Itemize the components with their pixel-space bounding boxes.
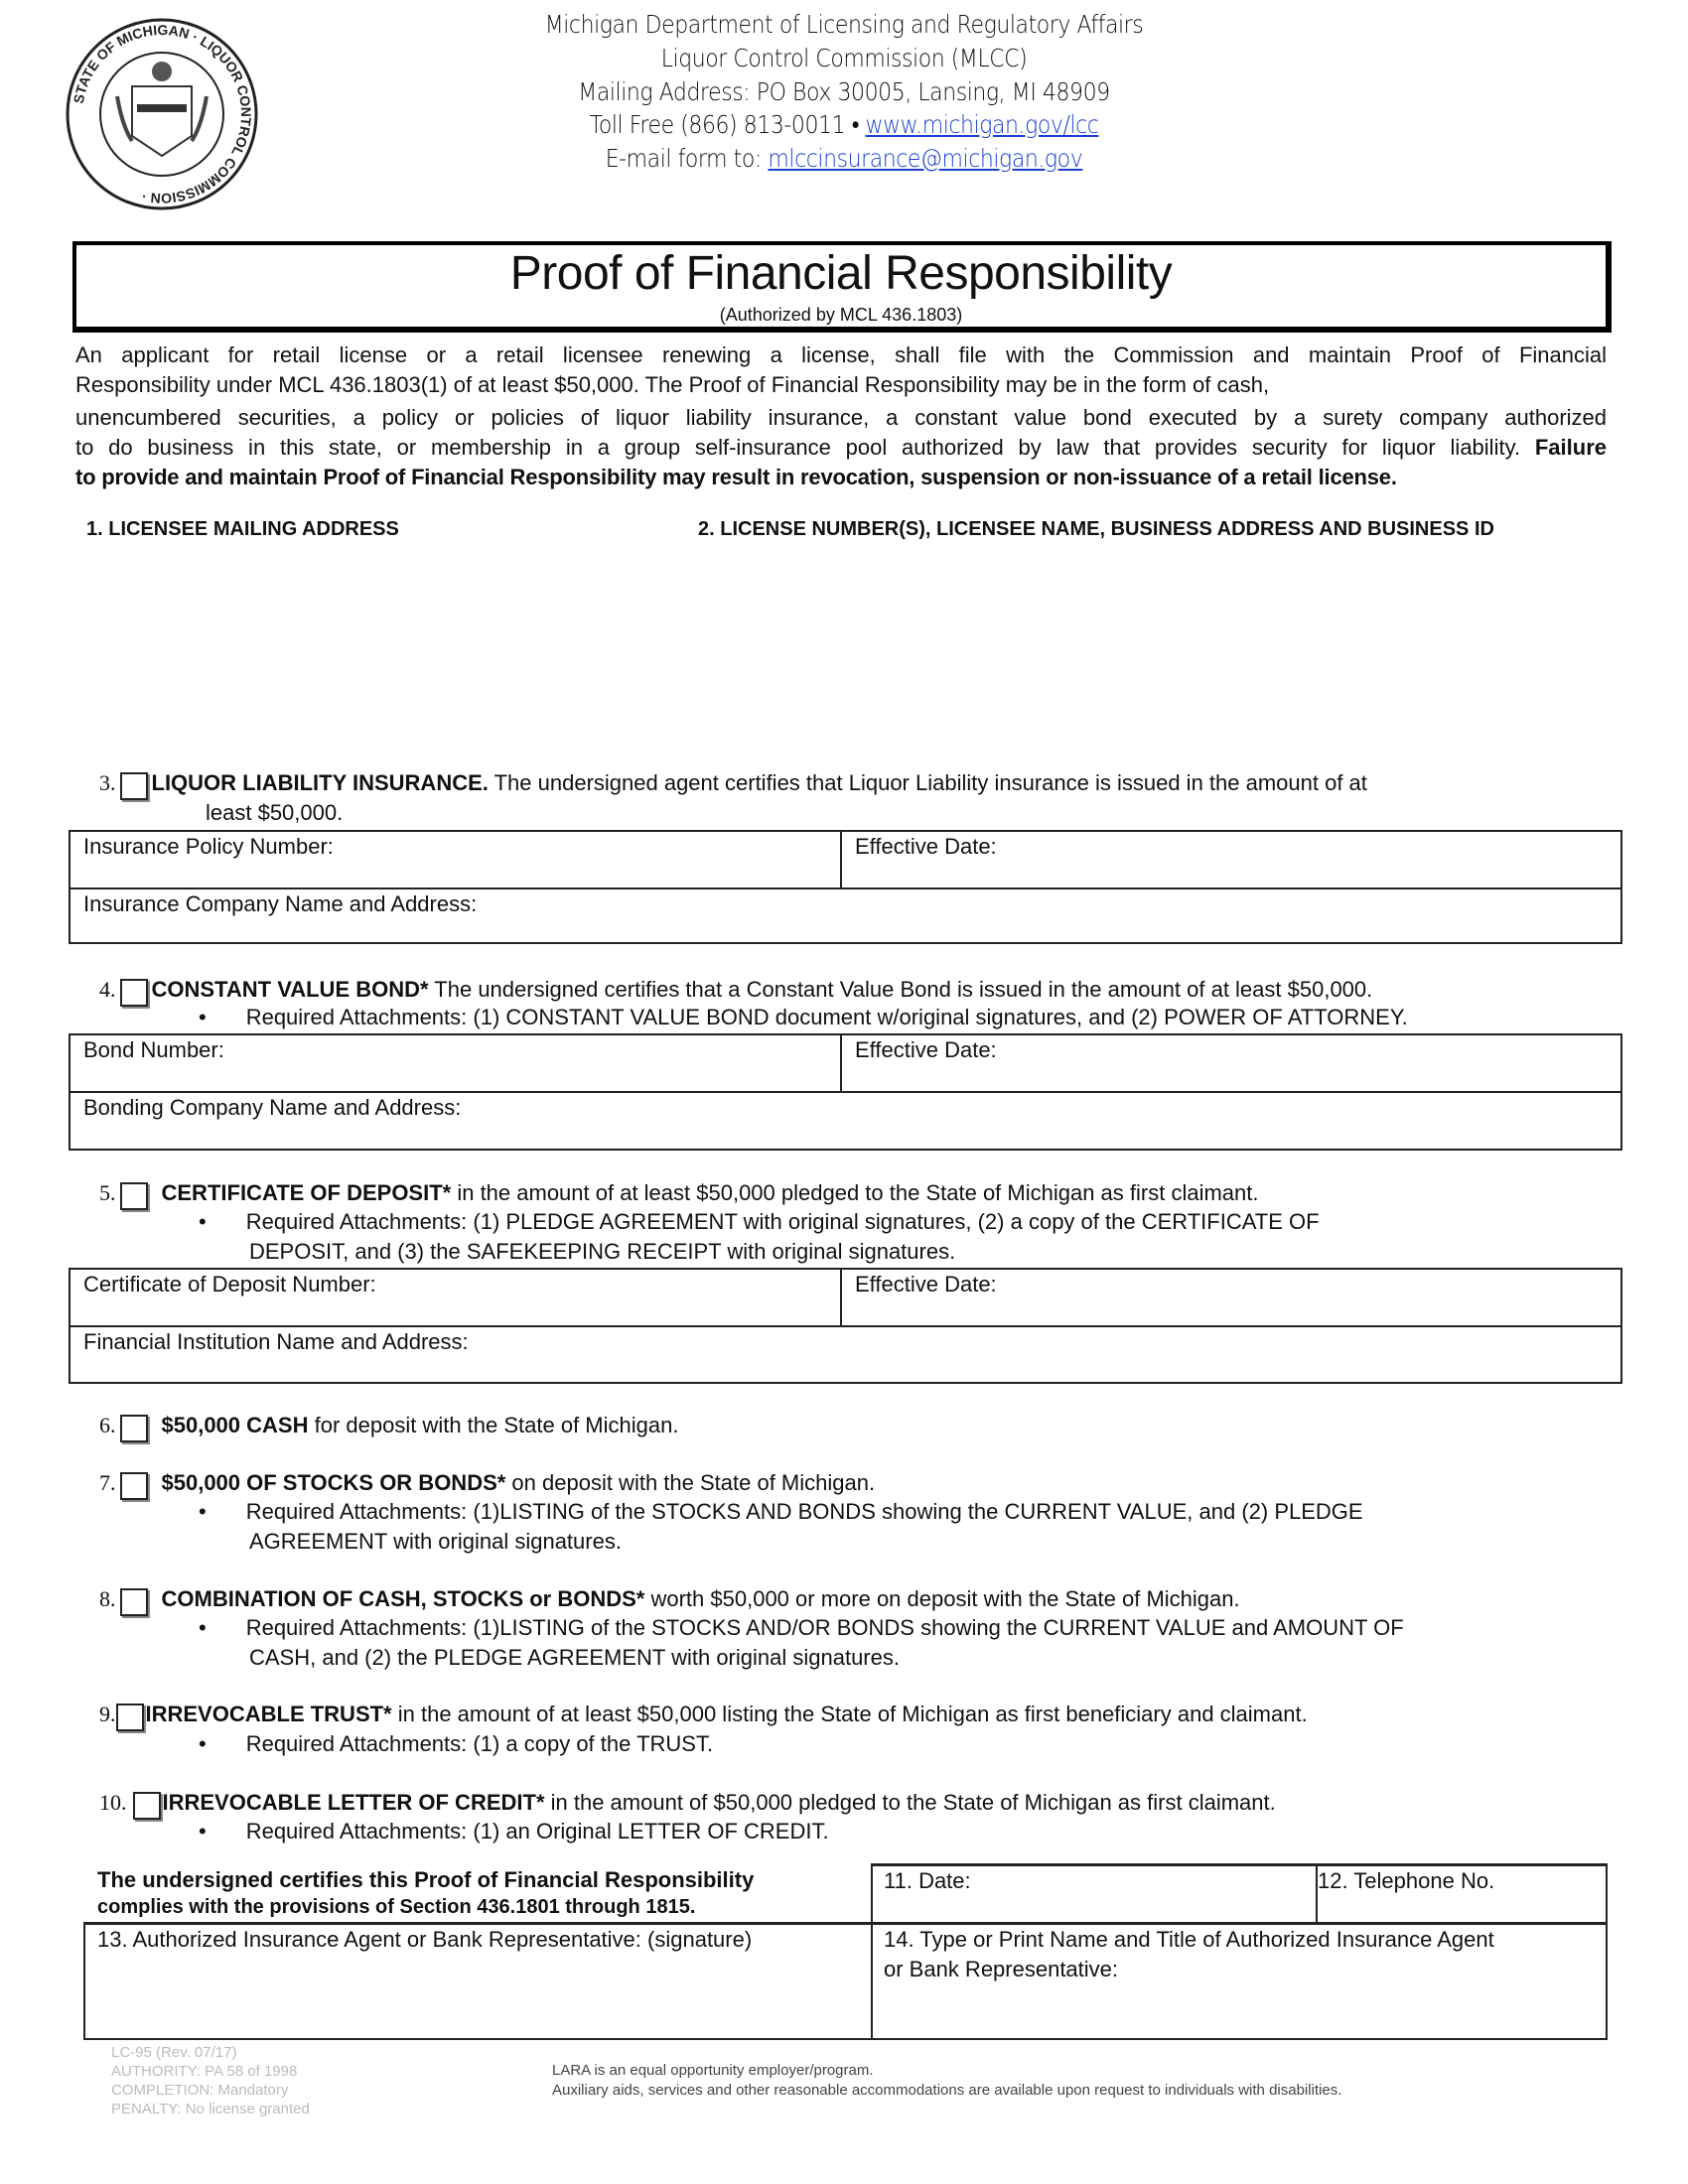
required-attachments	[199, 1499, 1363, 1525]
attachment-text: Required Attachments: (1)LISTING of the STOCKS AND/OR BONDS showing the CURRENT VALUE and AMOUNT OF	[245, 1615, 1404, 1640]
option-title: IRREVOCABLE LETTER OF CREDIT*	[162, 1790, 545, 1815]
attachment-text: Required Attachments: (1) an Original LETTER OF CREDIT.	[245, 1819, 829, 1843]
stocks-bonds-checkbox[interactable]	[120, 1472, 148, 1500]
option-title: IRREVOCABLE TRUST*	[145, 1702, 392, 1726]
item-number: 4.	[99, 977, 116, 1002]
insurance-policy-number-field[interactable]: Insurance Policy Number:	[83, 834, 334, 859]
bullet: •	[199, 1209, 207, 1234]
header-mailing-address: Mailing Address: PO Box 30005, Lansing, MI 48909	[578, 77, 1110, 106]
email-link[interactable]: mlccinsurance@michigan.gov	[768, 144, 1083, 173]
required-attachments	[199, 1615, 1404, 1641]
required-attachments	[199, 1731, 713, 1757]
cash-checkbox[interactable]	[120, 1415, 148, 1442]
option-letter-of-credit	[99, 1790, 1276, 1816]
signature-field[interactable]: 13. Authorized Insurance Agent or Bank Representative: (signature)	[97, 1927, 753, 1952]
option-constant-value-bond	[99, 977, 1372, 1003]
section-license-numbers: 2. LICENSE NUMBER(S), LICENSEE NAME, BUSINESS ADDRESS AND BUSINESS ID	[698, 518, 1494, 540]
option-text: worth $50,000 or more on deposit with the State of Michigan.	[644, 1586, 1240, 1611]
bond-number-field[interactable]: Bond Number:	[83, 1037, 224, 1062]
date-field[interactable]: 11. Date:	[884, 1868, 971, 1893]
website-link[interactable]: www.michigan.gov/lcc	[865, 110, 1099, 139]
form-number: LC-95 (Rev. 07/17)	[111, 2044, 237, 2061]
insurance-company-field[interactable]: Insurance Company Name and Address:	[83, 891, 478, 916]
header-phone-line	[101, 110, 1587, 140]
option-title: $50,000 OF STOCKS OR BONDS*	[161, 1470, 506, 1495]
footer-notice	[552, 2061, 1341, 2101]
item-number: 3.	[99, 770, 116, 795]
constant-value-bond-checkbox[interactable]	[120, 979, 148, 1007]
certification-table	[83, 1863, 1608, 2040]
form-penalty: PENALTY: No license granted	[111, 2101, 310, 2117]
intro-warning: to provide and maintain Proof of Financial Responsibility may result in revocation, suspension or non-issuance of a retail license.	[75, 465, 1397, 489]
intro-paragraph	[75, 341, 1607, 492]
attachment-text: Required Attachments: (1) a copy of the TRUST.	[245, 1731, 714, 1756]
name-title-field[interactable]: 14. Type or Print Name and Title of Authorized Insurance Agent	[884, 1927, 1494, 1952]
attachment-text: CASH, and (2) the PLEDGE AGREEMENT with original signatures.	[249, 1645, 900, 1670]
attachment-text: Required Attachments: (1)LISTING of the STOCKS AND BONDS showing the CURRENT VALUE, and (2) PLEDGE	[245, 1499, 1363, 1524]
bullet: •	[199, 1499, 207, 1524]
required-attachments	[199, 1005, 1408, 1030]
section-licensee-mailing-address: 1. LICENSEE MAILING ADDRESS	[86, 518, 399, 540]
bullet: •	[199, 1731, 207, 1756]
option-text: least $50,000.	[206, 800, 344, 825]
option-text: The undersigned certifies that a Constant Value Bond is issued in the amount of at least $50,000.	[428, 977, 1373, 1002]
bullet: •	[199, 1819, 207, 1843]
header-email-line	[101, 144, 1587, 174]
intro-text: to do business in this state, or membership in a group self-insurance pool authorized by law that provides security for liquor liability.	[75, 435, 1521, 460]
item-number: 9.	[99, 1702, 116, 1726]
combination-checkbox[interactable]	[120, 1588, 148, 1616]
certification-statement: complies with the provisions of Section 436.1801 through 1815.	[97, 1896, 696, 1918]
letter-of-credit-checkbox[interactable]	[133, 1792, 161, 1820]
deposit-effective-date-field[interactable]: Effective Date:	[855, 1272, 997, 1297]
intro-line	[75, 433, 1607, 463]
required-attachments	[199, 1819, 829, 1844]
attachment-text: DEPOSIT, and (3) the SAFEKEEPING RECEIPT with original signatures.	[249, 1239, 956, 1264]
certificate-of-deposit-checkbox[interactable]	[120, 1182, 148, 1210]
required-attachments	[199, 1209, 1320, 1235]
title-box	[72, 241, 1612, 333]
option-title: CERTIFICATE OF DEPOSIT*	[161, 1180, 452, 1205]
form-authority: AUTHORITY: PA 58 of 1998	[111, 2063, 298, 2080]
form-completion: COMPLETION: Mandatory	[111, 2082, 289, 2099]
option-title: $50,000 CASH	[161, 1413, 309, 1437]
insurance-effective-date-field[interactable]: Effective Date:	[855, 834, 997, 859]
option-certificate-of-deposit	[99, 1180, 1259, 1206]
item-number: 7.	[99, 1470, 116, 1495]
option-title: LIQUOR LIABILITY INSURANCE.	[151, 770, 489, 795]
option-cash	[99, 1413, 678, 1438]
deposit-number-field[interactable]: Certificate of Deposit Number:	[83, 1272, 376, 1297]
eeo-statement: LARA is an equal opportunity employer/program.	[552, 2062, 874, 2079]
attachment-text: Required Attachments: (1) PLEDGE AGREEMENT with original signatures, (2) a copy of the CERTIFICATE OF	[245, 1209, 1320, 1234]
financial-institution-field[interactable]: Financial Institution Name and Address:	[83, 1329, 469, 1354]
option-text: in the amount of at least $50,000 pledged to the State of Michigan as first claimant.	[451, 1180, 1259, 1205]
attachment-text: Required Attachments: (1) CONSTANT VALUE BOND document w/original signatures, and (2) POWER OF ATTORNEY.	[245, 1005, 1408, 1029]
bond-effective-date-field[interactable]: Effective Date:	[855, 1037, 997, 1062]
option-text: in the amount of at least $50,000 listing the State of Michigan as first beneficiary and claimant.	[391, 1702, 1308, 1726]
irrevocable-trust-checkbox[interactable]	[116, 1704, 144, 1731]
toll-free-phone: Toll Free (866) 813-0011 •	[589, 110, 859, 139]
name-title-field-cont: or Bank Representative:	[884, 1957, 1119, 1981]
option-irrevocable-trust	[99, 1702, 1308, 1727]
bond-fields-table	[69, 1033, 1622, 1151]
email-label: E-mail form to:	[605, 144, 762, 173]
item-number: 10.	[99, 1790, 127, 1815]
option-title: CONSTANT VALUE BOND*	[151, 977, 429, 1002]
telephone-field[interactable]: 12. Telephone No.	[1318, 1868, 1495, 1893]
liquor-liability-checkbox[interactable]	[120, 772, 148, 800]
option-liquor-liability-insurance	[99, 770, 1367, 796]
option-text: for deposit with the State of Michigan.	[308, 1413, 679, 1437]
item-number: 6.	[99, 1413, 116, 1437]
page-title: Proof of Financial Responsibility	[509, 247, 1173, 300]
attachment-text: AGREEMENT with original signatures.	[249, 1529, 622, 1554]
option-text: on deposit with the State of Michigan.	[505, 1470, 876, 1495]
intro-line: An applicant for retail license or a retail licensee renewing a license, shall file with the Commission and maintain Proof of Financial	[75, 342, 1607, 367]
bullet: •	[199, 1615, 207, 1640]
intro-line: unencumbered securities, a policy or policies of liquor liability insurance, a constant value bond executed by a surety company authorized	[75, 405, 1607, 430]
intro-warning: Failure	[1534, 435, 1607, 460]
insurance-fields-table	[69, 830, 1622, 944]
intro-line: Responsibility under MCL 436.1803(1) of at least $50,000. The Proof of Financial Responsibility may be in the form of cash,	[75, 372, 1270, 397]
option-text: The undersigned agent certifies that Liquor Liability insurance is issued in the amount of at	[488, 770, 1367, 795]
certification-statement: The undersigned certifies this Proof of Financial Responsibility	[97, 1867, 755, 1892]
svg-text:STATE OF MICHIGAN · LIQUOR CON: STATE OF MICHIGAN · LIQUOR CONTROL COMMISSION ·	[70, 21, 255, 207]
page-subtitle: (Authorized by MCL 436.1803)	[719, 305, 963, 325]
option-text: in the amount of $50,000 pledged to the State of Michigan as first claimant.	[544, 1790, 1276, 1815]
item-number: 5.	[99, 1180, 116, 1205]
option-combination	[99, 1586, 1240, 1612]
accommodation-statement: Auxiliary aids, services and other reasonable accommodations are available upon request to individuals with disabilities.	[552, 2082, 1342, 2099]
bullet: •	[199, 1005, 207, 1029]
option-stocks-or-bonds	[99, 1470, 875, 1496]
form-metadata	[111, 2043, 310, 2118]
option-title: COMBINATION OF CASH, STOCKS or BONDS*	[161, 1586, 645, 1611]
header-commission: Liquor Control Commission (MLCC)	[660, 44, 1028, 72]
item-number: 8.	[99, 1586, 116, 1611]
deposit-fields-table	[69, 1268, 1622, 1384]
bonding-company-field[interactable]: Bonding Company Name and Address:	[83, 1095, 462, 1120]
header-department: Michigan Department of Licensing and Regulatory Affairs	[544, 10, 1144, 39]
